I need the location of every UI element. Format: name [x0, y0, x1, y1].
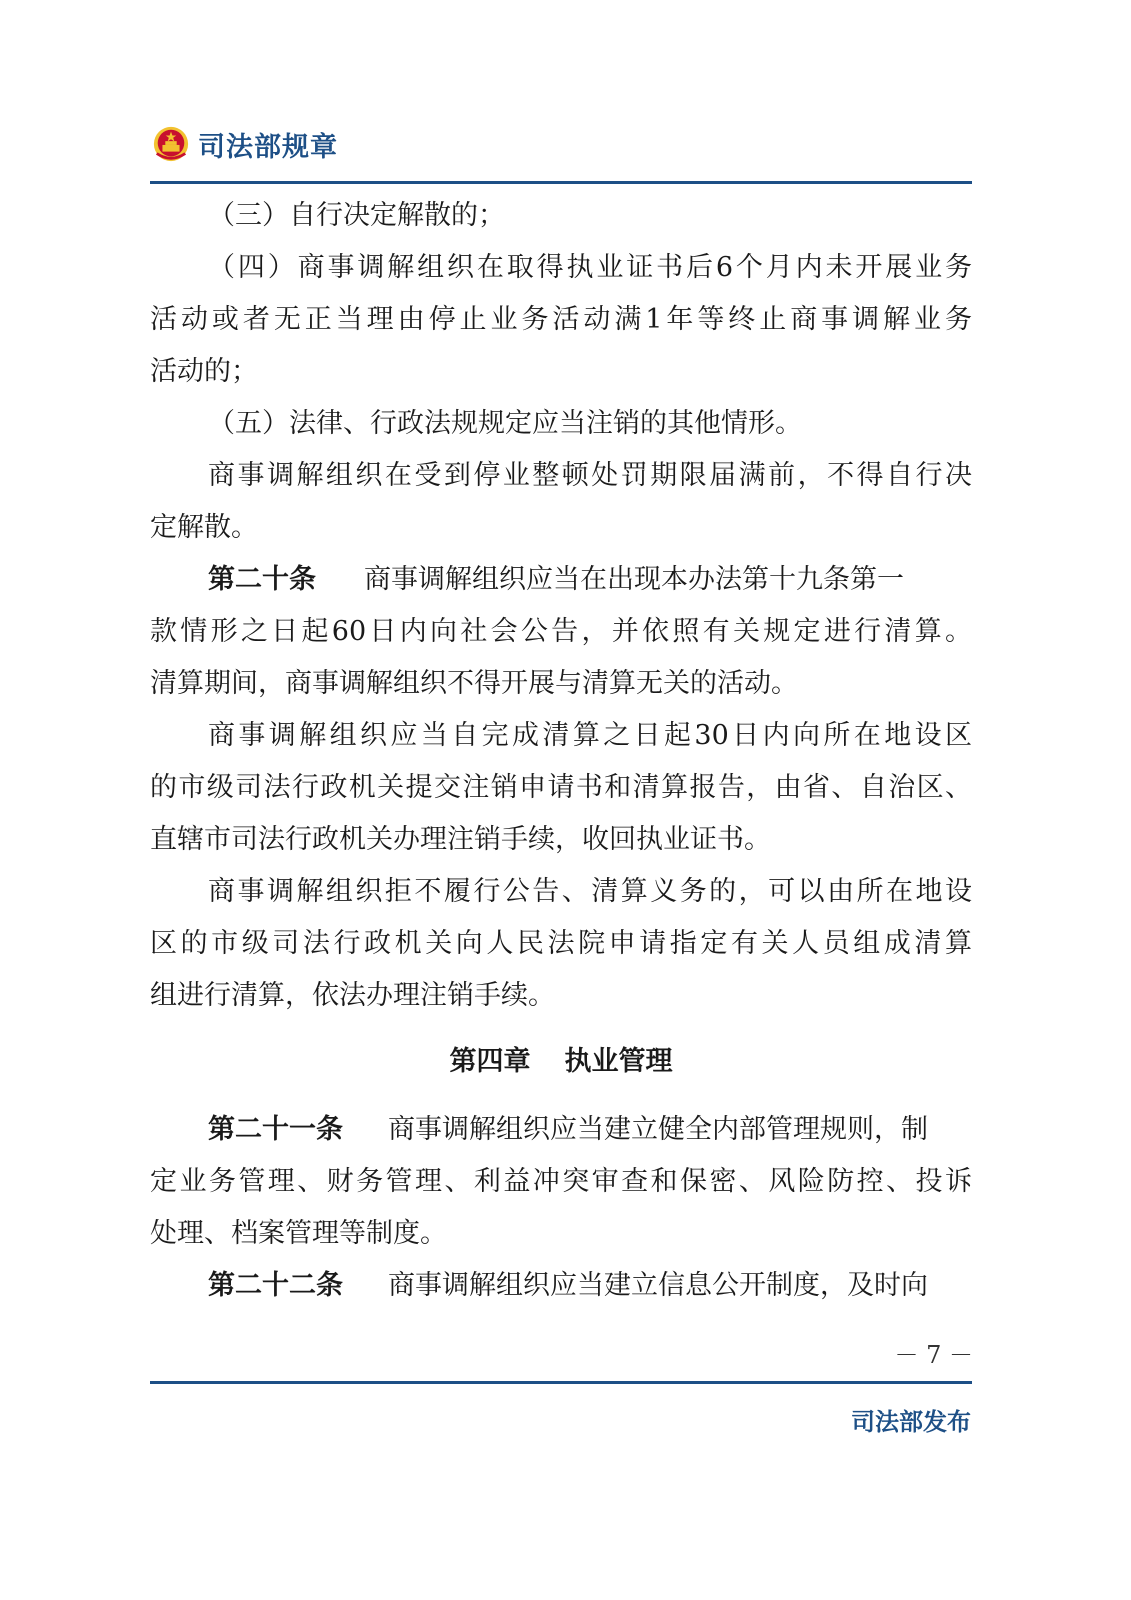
page-number: － 7 － [894, 1341, 973, 1369]
article-21-text: 商事调解组织应当建立健全内部管理规则，制 [388, 1114, 928, 1145]
paragraph-line: 商事调解组织应当自完成清算之日起30日内向所在地设区 [208, 720, 972, 751]
paragraph-line: 款情形之日起60日内向社会公告，并依照有关规定进行清算。 [150, 616, 972, 647]
paragraph-line: （四）商事调解组织在取得执业证书后6个月内未开展业务 [208, 252, 972, 283]
paragraph-line: 直辖市司法行政机关办理注销手续，收回执业证书。 [150, 824, 771, 855]
paragraph-line: 清算期间，商事调解组织不得开展与清算无关的活动。 [150, 668, 798, 699]
article-20-line [150, 554, 972, 606]
paragraph-line: 定解散。 [150, 512, 258, 543]
article-21-label: 第二十一条 [208, 1114, 343, 1145]
paragraph-line: 处理、档案管理等制度。 [150, 1218, 447, 1249]
paragraph-line: 的市级司法行政机关提交注销申请书和清算报告，由省、自治区、 [150, 772, 972, 803]
paragraph-line: 定业务管理、财务管理、利益冲突审查和保密、风险防控、投诉 [150, 1166, 972, 1197]
paragraph-line: （五）法律、行政法规规定应当注销的其他情形。 [208, 408, 802, 439]
chapter-title: 执业管理 [564, 1046, 673, 1077]
publisher-label: 司法部发布 [851, 1408, 971, 1436]
article-21-line [150, 1104, 972, 1156]
header-divider [150, 181, 972, 184]
paragraph-line: 组进行清算，依法办理注销手续。 [150, 980, 555, 1011]
page-header [152, 118, 338, 170]
chapter-number: 第四章 [449, 1046, 531, 1077]
paragraph-line: 商事调解组织拒不履行公告、清算义务的，可以由所在地设 [208, 876, 972, 907]
article-20-text: 商事调解组织应当在出现本办法第十九条第一 [364, 564, 904, 595]
article-20-label: 第二十条 [208, 564, 316, 595]
article-22-label: 第二十二条 [208, 1270, 343, 1301]
chapter-heading [150, 1036, 972, 1088]
paragraph-line: （三）自行决定解散的； [208, 200, 505, 231]
footer-divider [150, 1381, 972, 1384]
paragraph-line: 活动或者无正当理由停止业务活动满1年等终止商事调解业务 [150, 304, 972, 335]
paragraph-line: 区的市级司法行政机关向人民法院申请指定有关人员组成清算 [150, 928, 972, 959]
paragraph-line: 商事调解组织在受到停业整顿处罚期限届满前，不得自行决 [208, 460, 972, 491]
header-title: 司法部规章 [198, 131, 338, 163]
article-22-line [150, 1260, 972, 1312]
article-22-text: 商事调解组织应当建立信息公开制度，及时向 [388, 1270, 928, 1301]
paragraph-line: 活动的； [150, 356, 258, 387]
national-emblem-icon [152, 125, 190, 163]
